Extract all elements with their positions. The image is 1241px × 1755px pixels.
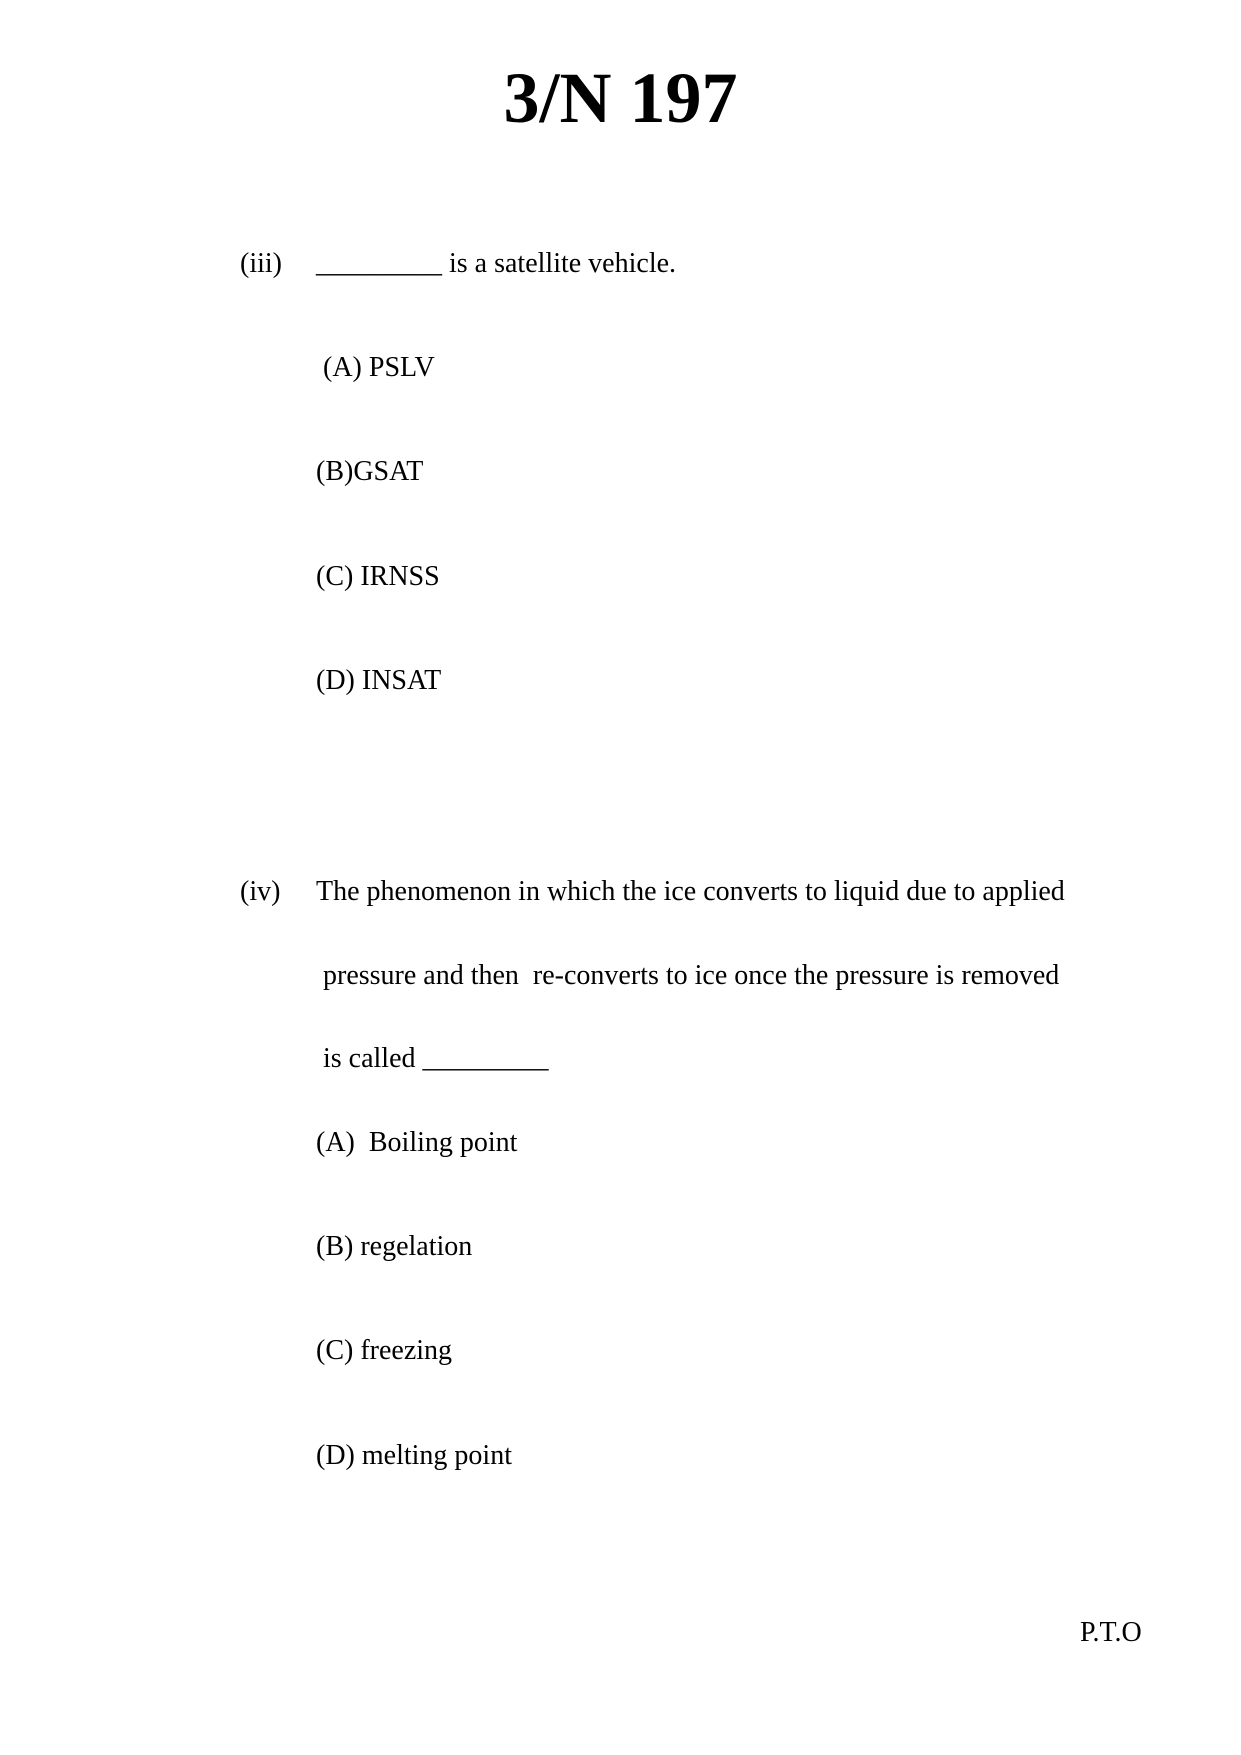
option-d: (D) melting point [316, 1440, 512, 1471]
question-stem-line: is called _________ [323, 1043, 549, 1074]
option-a: (A) Boiling point [316, 1127, 518, 1158]
option-d: (D) INSAT [316, 665, 442, 696]
option-a: (A) PSLV [323, 352, 435, 383]
option-c: (C) IRNSS [316, 561, 440, 592]
option-c: (C) freezing [316, 1335, 453, 1366]
question-number: (iii) [240, 248, 282, 279]
page-code-heading: 3/N 197 [503, 58, 738, 138]
question-stem-line: The phenomenon in which the ice converts to liquid due to applied [316, 876, 1065, 907]
question-stem-line: _________ is a satellite vehicle. [316, 248, 677, 279]
question-number: (iv) [240, 876, 281, 907]
page-turn-over-note: P.T.O [1080, 1617, 1142, 1648]
question-stem-line: pressure and then re-converts to ice once the pressure is removed [323, 960, 1060, 991]
option-b: (B)GSAT [316, 456, 424, 487]
option-b: (B) regelation [316, 1231, 473, 1262]
